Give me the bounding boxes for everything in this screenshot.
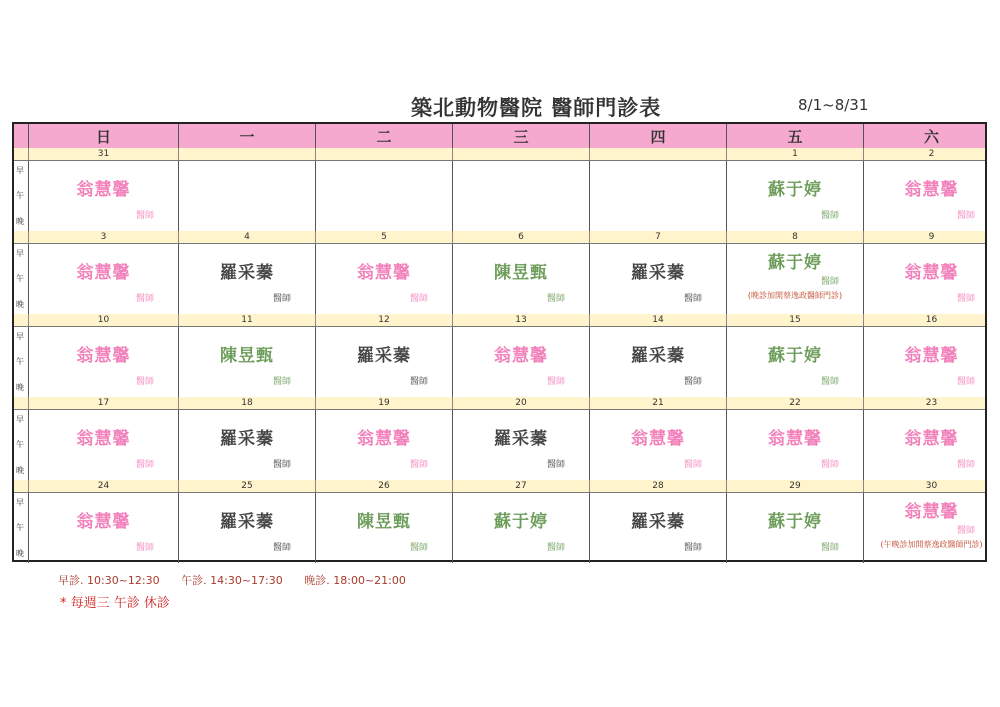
doctor-name: 蘇于婷 xyxy=(768,346,822,366)
date-number-row xyxy=(14,148,985,161)
session-label: 午 xyxy=(16,274,24,283)
date-number: 17 xyxy=(28,397,178,409)
day-cell xyxy=(589,161,726,231)
doctor-title: 醫師 xyxy=(135,211,154,221)
doctor-name: 羅采蓁 xyxy=(220,263,274,283)
date-number: 11 xyxy=(178,314,315,326)
day-cell xyxy=(863,244,999,314)
day-cell xyxy=(315,161,452,231)
session-labels xyxy=(14,327,29,397)
date-number: 12 xyxy=(315,314,452,326)
day-cell xyxy=(452,410,589,480)
session-label: 晚 xyxy=(16,549,24,558)
page-title: 築北動物醫院 醫師門診表 xyxy=(411,96,662,120)
doctor-title: 醫師 xyxy=(409,460,428,470)
evening-hours: 晚診. 18:00~21:00 xyxy=(304,574,406,587)
day-cell xyxy=(452,161,589,231)
session-labels xyxy=(14,410,29,480)
date-number: 7 xyxy=(589,231,726,243)
doctor-title: 醫師 xyxy=(546,543,565,553)
doctor-name: 羅采蓁 xyxy=(631,263,685,283)
session-label: 早 xyxy=(16,166,24,175)
date-number-row xyxy=(14,480,985,493)
date-range: 8/1~8/31 xyxy=(798,96,869,114)
doctor-name: 蘇于婷 xyxy=(768,512,822,532)
doctor-name: 翁慧馨 xyxy=(904,180,959,200)
doctor-name: 翁慧馨 xyxy=(76,429,131,449)
weekday-header: 三 xyxy=(452,124,589,148)
day-cell xyxy=(726,244,863,314)
doctor-name: 翁慧馨 xyxy=(76,263,131,283)
week-row xyxy=(14,480,985,563)
doctor-title: 醫師 xyxy=(683,377,702,387)
day-cell xyxy=(28,161,178,231)
day-cell xyxy=(315,244,452,314)
date-number: 29 xyxy=(726,480,863,492)
date-number-row xyxy=(14,314,985,327)
weekday-header: 六 xyxy=(863,124,999,148)
doctor-title: 醫師 xyxy=(409,543,428,553)
doctor-title: 醫師 xyxy=(546,294,565,304)
date-number: 13 xyxy=(452,314,589,326)
doctor-name: 翁慧馨 xyxy=(768,429,822,449)
date-number xyxy=(589,148,726,160)
doctor-name: 翁慧馨 xyxy=(76,346,131,366)
doctor-name: 翁慧馨 xyxy=(631,429,685,449)
date-number: 9 xyxy=(863,231,999,243)
doctor-name: 蘇于婷 xyxy=(768,253,822,273)
date-number: 16 xyxy=(863,314,999,326)
clinic-hours-legend xyxy=(58,572,424,588)
doctor-name: 羅采蓁 xyxy=(631,346,685,366)
date-number-row xyxy=(14,231,985,244)
doctor-name: 翁慧馨 xyxy=(357,263,411,283)
doctor-title: 醫師 xyxy=(820,460,839,470)
date-number: 15 xyxy=(726,314,863,326)
doctor-name: 陳昱甄 xyxy=(357,512,411,532)
doctor-name: 羅采蓁 xyxy=(220,512,274,532)
date-number: 24 xyxy=(28,480,178,492)
session-label: 晚 xyxy=(16,217,24,226)
session-label: 早 xyxy=(16,332,24,341)
day-cell xyxy=(178,327,315,397)
doctor-name: 翁慧馨 xyxy=(904,502,959,522)
session-label: 午 xyxy=(16,523,24,532)
day-cell xyxy=(589,244,726,314)
session-label: 晚 xyxy=(16,383,24,392)
extra-clinic-note: (晚診加開蔡逸政醫師門診) xyxy=(747,291,843,300)
afternoon-hours: 午診. 14:30~17:30 xyxy=(181,574,283,587)
session-label: 早 xyxy=(16,498,24,507)
doctor-title: 醫師 xyxy=(820,543,839,553)
session-label: 晚 xyxy=(16,300,24,309)
week-row xyxy=(14,397,985,481)
doctor-title: 醫師 xyxy=(135,294,154,304)
week-row xyxy=(14,314,985,398)
doctor-name: 羅采蓁 xyxy=(494,429,548,449)
header-corner xyxy=(14,124,28,148)
weekday-header: 日 xyxy=(28,124,178,148)
doctor-title: 醫師 xyxy=(272,460,291,470)
weekday-header: 二 xyxy=(315,124,452,148)
date-number: 4 xyxy=(178,231,315,243)
day-cell xyxy=(315,410,452,480)
doctor-title: 醫師 xyxy=(272,294,291,304)
doctor-name: 翁慧馨 xyxy=(904,429,959,449)
doctor-name: 羅采蓁 xyxy=(220,429,274,449)
date-number: 21 xyxy=(589,397,726,409)
day-cell xyxy=(726,493,863,563)
day-cell xyxy=(452,244,589,314)
doctor-title: 醫師 xyxy=(820,377,839,387)
doctor-name: 翁慧馨 xyxy=(76,512,131,532)
date-number: 30 xyxy=(863,480,999,492)
day-cell xyxy=(726,161,863,231)
schedule-calendar xyxy=(12,122,987,562)
doctor-title: 醫師 xyxy=(956,460,975,470)
doctor-title: 醫師 xyxy=(409,294,428,304)
date-number: 10 xyxy=(28,314,178,326)
doctor-title: 醫師 xyxy=(272,543,291,553)
date-number: 2 xyxy=(863,148,999,160)
doctor-title: 醫師 xyxy=(683,543,702,553)
session-labels xyxy=(14,161,29,231)
doctor-name: 翁慧馨 xyxy=(76,180,131,200)
day-cell xyxy=(178,244,315,314)
day-cell xyxy=(28,244,178,314)
date-number: 5 xyxy=(315,231,452,243)
closure-note: * 每週三 午診 休診 xyxy=(60,596,170,611)
day-cell xyxy=(452,327,589,397)
date-number xyxy=(452,148,589,160)
date-number xyxy=(315,148,452,160)
doctor-title: 醫師 xyxy=(135,543,154,553)
doctor-name: 翁慧馨 xyxy=(357,429,411,449)
date-number: 27 xyxy=(452,480,589,492)
day-cell xyxy=(726,327,863,397)
weekday-header: 一 xyxy=(178,124,315,148)
day-cell xyxy=(178,161,315,231)
date-number: 8 xyxy=(726,231,863,243)
doctor-name: 翁慧馨 xyxy=(904,263,959,283)
doctor-name: 羅采蓁 xyxy=(631,512,685,532)
day-cell xyxy=(589,493,726,563)
day-cell xyxy=(589,410,726,480)
date-number: 31 xyxy=(28,148,178,160)
date-number: 19 xyxy=(315,397,452,409)
weekday-header: 五 xyxy=(726,124,863,148)
doctor-title: 醫師 xyxy=(546,460,565,470)
week-row xyxy=(14,148,985,232)
date-number: 6 xyxy=(452,231,589,243)
doctor-title: 醫師 xyxy=(956,377,975,387)
doctor-title: 醫師 xyxy=(820,277,839,287)
morning-hours: 早診. 10:30~12:30 xyxy=(58,574,160,587)
day-cell xyxy=(863,493,999,563)
date-number: 22 xyxy=(726,397,863,409)
session-label: 午 xyxy=(16,191,24,200)
weekday-header-row xyxy=(14,124,985,149)
weekday-header: 四 xyxy=(589,124,726,148)
date-number: 20 xyxy=(452,397,589,409)
date-number: 23 xyxy=(863,397,999,409)
day-cell xyxy=(726,410,863,480)
week-row xyxy=(14,231,985,315)
day-cell xyxy=(28,327,178,397)
doctor-title: 醫師 xyxy=(956,294,975,304)
doctor-title: 醫師 xyxy=(956,211,975,221)
session-label: 晚 xyxy=(16,466,24,475)
doctor-title: 醫師 xyxy=(683,460,702,470)
doctor-title: 醫師 xyxy=(956,526,975,536)
day-cell xyxy=(863,161,999,231)
date-number: 26 xyxy=(315,480,452,492)
doctor-name: 蘇于婷 xyxy=(494,512,548,532)
day-cell xyxy=(452,493,589,563)
session-labels xyxy=(14,493,29,563)
date-number: 1 xyxy=(726,148,863,160)
doctor-name: 蘇于婷 xyxy=(768,180,822,200)
date-number: 14 xyxy=(589,314,726,326)
doctor-title: 醫師 xyxy=(135,377,154,387)
day-cell xyxy=(863,327,999,397)
date-number: 28 xyxy=(589,480,726,492)
date-number-row xyxy=(14,397,985,410)
doctor-name: 陳昱甄 xyxy=(220,346,274,366)
doctor-title: 醫師 xyxy=(409,377,428,387)
doctor-title: 醫師 xyxy=(135,460,154,470)
doctor-title: 醫師 xyxy=(546,377,565,387)
day-cell xyxy=(315,327,452,397)
doctor-title: 醫師 xyxy=(683,294,702,304)
doctor-title: 醫師 xyxy=(820,211,839,221)
session-labels xyxy=(14,244,29,314)
session-label: 午 xyxy=(16,357,24,366)
day-cell xyxy=(863,410,999,480)
date-number: 18 xyxy=(178,397,315,409)
day-cell xyxy=(178,410,315,480)
session-label: 早 xyxy=(16,249,24,258)
extra-clinic-note: (午晚診加開蔡逸政醫師門診) xyxy=(880,540,983,549)
day-cell xyxy=(28,410,178,480)
date-number xyxy=(178,148,315,160)
session-label: 早 xyxy=(16,415,24,424)
doctor-name: 翁慧馨 xyxy=(904,346,959,366)
session-label: 午 xyxy=(16,440,24,449)
doctor-name: 羅采蓁 xyxy=(357,346,411,366)
doctor-name: 翁慧馨 xyxy=(494,346,548,366)
date-number: 25 xyxy=(178,480,315,492)
day-cell xyxy=(589,327,726,397)
day-cell xyxy=(178,493,315,563)
doctor-title: 醫師 xyxy=(272,377,291,387)
date-number: 3 xyxy=(28,231,178,243)
day-cell xyxy=(315,493,452,563)
doctor-name: 陳昱甄 xyxy=(494,263,548,283)
day-cell xyxy=(28,493,178,563)
